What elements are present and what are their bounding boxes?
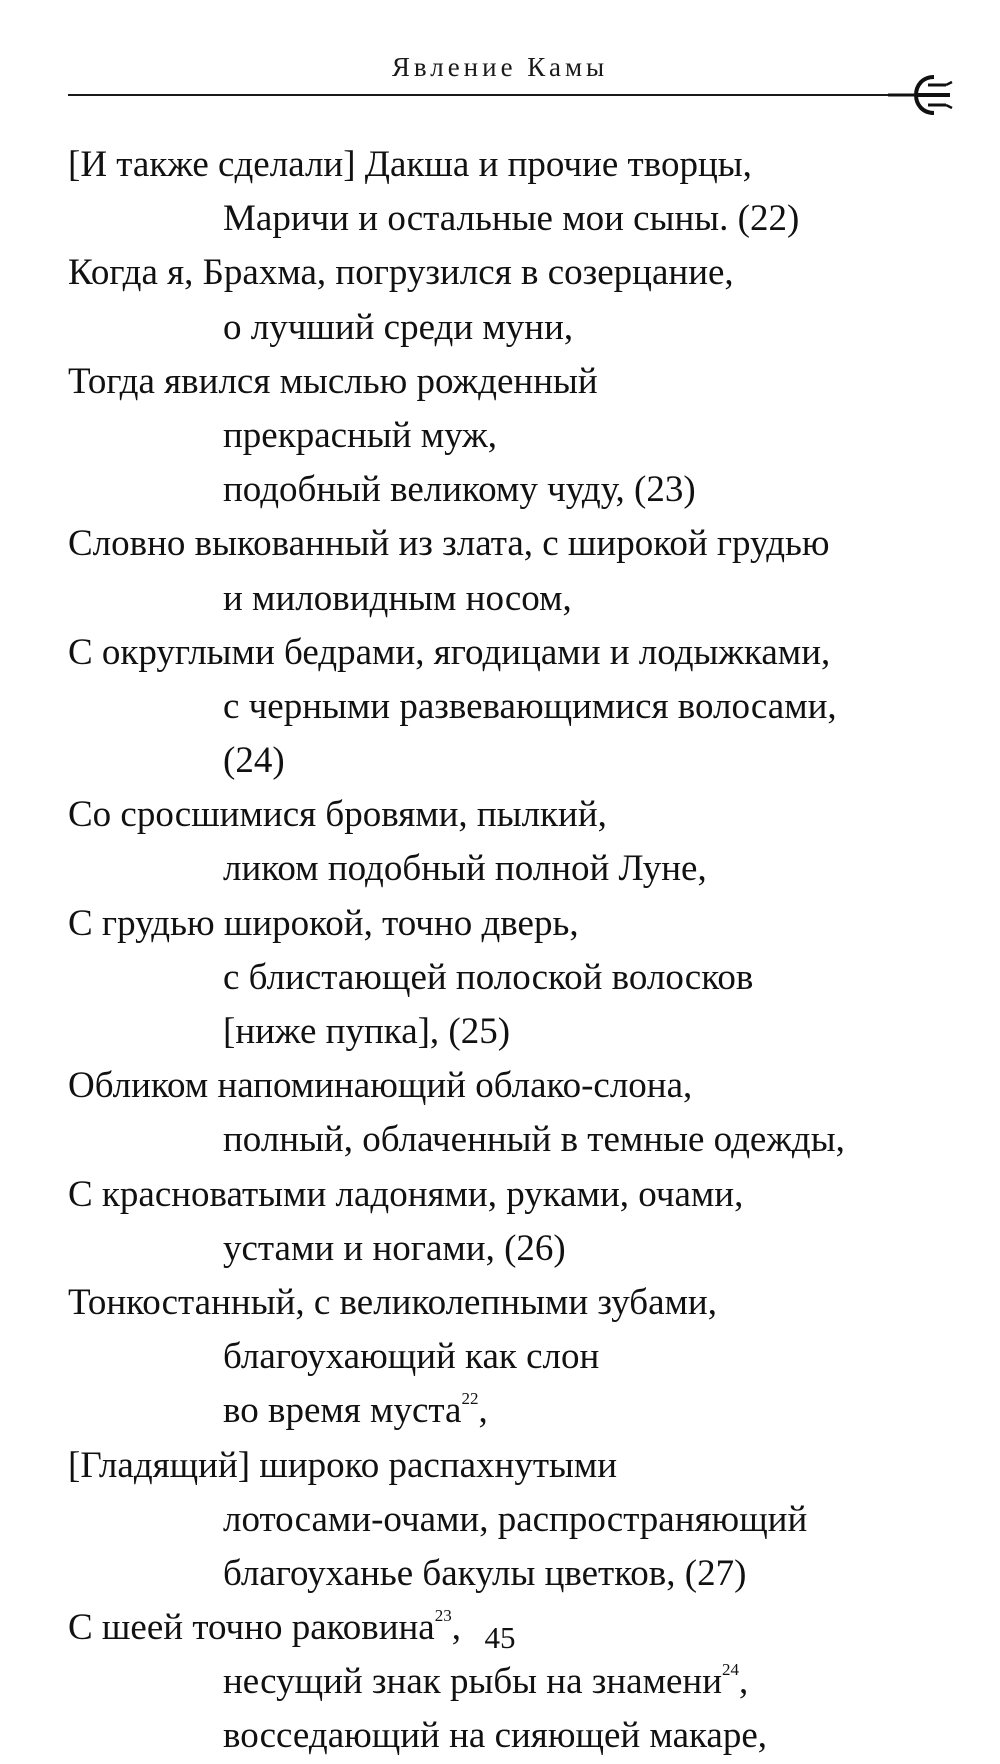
footnote-ref: 24 bbox=[722, 1660, 740, 1680]
running-title: Явление Камы bbox=[391, 52, 609, 82]
verse-line bbox=[68, 463, 968, 517]
verse-line bbox=[68, 1384, 968, 1438]
verse-line bbox=[68, 355, 968, 409]
verse-line bbox=[68, 1655, 968, 1709]
verse-line bbox=[68, 409, 968, 463]
verse-line bbox=[68, 572, 968, 626]
verse-line bbox=[68, 626, 968, 680]
verse-line bbox=[68, 1709, 968, 1763]
verse-line bbox=[68, 1168, 968, 1222]
verse-line bbox=[68, 680, 968, 734]
verse-line bbox=[68, 1276, 968, 1330]
trident-ornament-icon bbox=[888, 72, 954, 118]
verse-line bbox=[68, 1222, 968, 1276]
verse-line-text: Когда я, Брахма, погрузился в созерцание, bbox=[68, 252, 734, 294]
verse-line-text: и миловидным носом, bbox=[223, 577, 572, 619]
verse-line bbox=[68, 897, 968, 951]
verse-line bbox=[68, 246, 968, 300]
verse-line-text: с блистающей полоской волосков bbox=[223, 956, 754, 998]
verse-line-text: подобный великому чуду, (23) bbox=[223, 469, 696, 511]
page-number: 45 bbox=[484, 1620, 516, 1655]
verse-line bbox=[68, 138, 968, 192]
verse-line bbox=[68, 1330, 968, 1384]
verse-line-text: прекрасный муж, bbox=[223, 414, 497, 456]
verse-line-text: С шеей точно раковина bbox=[68, 1607, 435, 1649]
verse-line-text: лотосами-очами, распространяющий bbox=[223, 1498, 808, 1540]
verse-line bbox=[68, 1493, 968, 1547]
verse-line bbox=[68, 788, 968, 842]
verse-line bbox=[68, 301, 968, 355]
verse-line bbox=[68, 1005, 968, 1059]
verse-line-punctuation: , bbox=[451, 1607, 461, 1649]
verse-line-text: С красноватыми ладонями, руками, очами, bbox=[68, 1173, 744, 1215]
verse-line-text: Словно выкованный из злата, с широкой грудью bbox=[68, 523, 830, 565]
footnote-ref: 23 bbox=[434, 1606, 452, 1626]
verse-line bbox=[68, 517, 968, 571]
verse-line bbox=[68, 1547, 968, 1601]
verse-line-text: восседающий на сияющей макаре, bbox=[223, 1715, 768, 1757]
verse-line-text: полный, облаченный в темные одежды, bbox=[223, 1119, 845, 1161]
verse-text bbox=[68, 138, 968, 1764]
verse-line bbox=[68, 1059, 968, 1113]
verse-line-punctuation: , bbox=[478, 1390, 488, 1432]
verse-line bbox=[68, 842, 968, 896]
header-rule bbox=[68, 94, 908, 96]
verse-line-text: с черными развевающимися волосами, bbox=[223, 685, 837, 727]
verse-line-text: С округлыми бедрами, ягодицами и лодыжками, bbox=[68, 631, 831, 673]
verse-line bbox=[68, 951, 968, 1005]
verse-line-text: (24) bbox=[223, 740, 285, 782]
verse-line-text: устами и ногами, (26) bbox=[223, 1227, 566, 1269]
verse-line-punctuation: , bbox=[739, 1661, 749, 1703]
verse-line-text: Тонкостанный, с великолепными зубами, bbox=[68, 1281, 717, 1323]
footnote-ref: 22 bbox=[461, 1389, 479, 1409]
verse-line bbox=[68, 1113, 968, 1167]
verse-line-text: Маричи и остальные мои сыны. (22) bbox=[223, 198, 800, 240]
verse-line bbox=[68, 1439, 968, 1493]
verse-line-text: Обликом напоминающий облако-слона, bbox=[68, 1065, 693, 1107]
verse-line bbox=[68, 734, 968, 788]
verse-line-text: Тогда явился мыслью рожденный bbox=[68, 360, 598, 402]
verse-line-text: Со сросшимися бровями, пылкий, bbox=[68, 794, 607, 836]
verse-line-text: благоухающий как слон bbox=[223, 1336, 600, 1378]
verse-line-text: во время муста bbox=[223, 1390, 462, 1432]
verse-line-text: [И также сделали] Дакша и прочие творцы, bbox=[68, 144, 752, 185]
verse-line-text: [ниже пупка], (25) bbox=[223, 1011, 511, 1052]
verse-line-text: ликом подобный полной Луне, bbox=[223, 848, 707, 890]
verse-line-text: благоуханье бакулы цветков, (27) bbox=[223, 1552, 747, 1594]
verse-line-text: несущий знак рыбы на знамени bbox=[223, 1661, 723, 1703]
verse-line-text: о лучший среди муни, bbox=[223, 306, 574, 348]
verse-line-text: [Гладящий] широко распахнутыми bbox=[68, 1444, 618, 1486]
verse-line-text: С грудью широкой, точно дверь, bbox=[68, 902, 579, 944]
verse-line bbox=[68, 192, 968, 246]
